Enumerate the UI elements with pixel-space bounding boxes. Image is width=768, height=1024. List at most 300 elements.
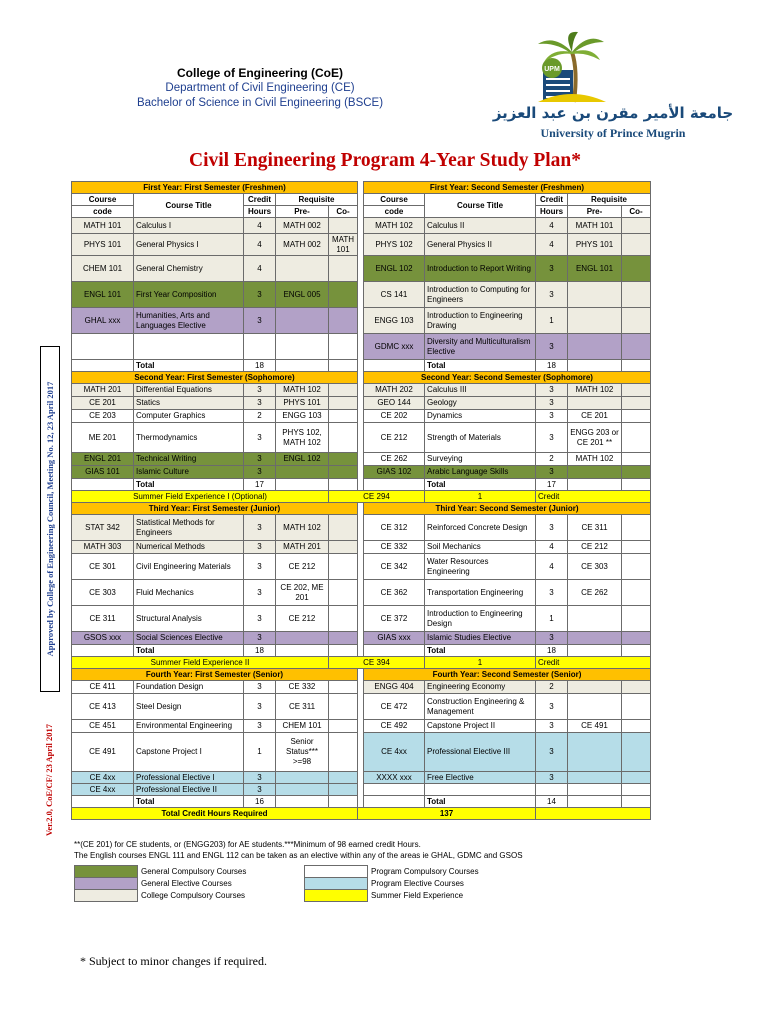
credit-hours: 16 — [244, 796, 276, 808]
course-row — [72, 397, 651, 410]
summer-code: CE 294 — [329, 491, 425, 503]
col-header-course: Course — [364, 194, 425, 206]
co-requisite — [622, 453, 651, 466]
color-legend — [74, 865, 535, 902]
co-requisite — [329, 694, 358, 720]
course-title: General Physics II — [425, 234, 536, 256]
course-code — [364, 479, 425, 491]
course-code: CE 212 — [364, 423, 425, 453]
credit-hours: 3 — [244, 541, 276, 554]
credit-hours: 3 — [536, 423, 568, 453]
summer-label: Summer Field Experience I (Optional) — [72, 491, 329, 503]
course-title: Islamic Studies Elective — [425, 632, 536, 645]
col-header-code: code — [364, 206, 425, 218]
credit-hours: 3 — [536, 256, 568, 282]
approval-box — [40, 346, 60, 692]
credit-hours: 3 — [244, 466, 276, 479]
semester-title: Second Year: First Semester (Sophomore) — [72, 372, 358, 384]
course-code: PHYS 102 — [364, 234, 425, 256]
course-row — [72, 606, 651, 632]
course-row — [72, 410, 651, 423]
logo-badge-text: UPM — [544, 66, 560, 73]
credit-hours: 3 — [536, 515, 568, 541]
course-code: CE 411 — [72, 681, 134, 694]
course-code: CE 201 — [72, 397, 134, 410]
footnote: * Subject to minor changes if required. — [80, 954, 267, 968]
credit-hours: 3 — [244, 694, 276, 720]
col-header-code: code — [72, 206, 134, 218]
summer-label: Summer Field Experience II — [72, 657, 329, 669]
pre-requisite: PHYS 102, MATH 102 — [276, 423, 329, 453]
credit-hours: 3 — [536, 772, 568, 784]
course-title: Environmental Engineering — [134, 720, 244, 733]
pre-requisite — [568, 606, 622, 632]
credit-hours: 2 — [536, 681, 568, 694]
course-row — [72, 772, 651, 784]
pre-requisite: ENGL 102 — [276, 453, 329, 466]
col-header-pre: Pre- — [568, 206, 622, 218]
pre-requisite — [568, 334, 622, 360]
course-code: GIAS 101 — [72, 466, 134, 479]
col-header-hours: Hours — [536, 206, 568, 218]
course-row — [72, 796, 651, 808]
course-row — [72, 423, 651, 453]
co-requisite — [329, 308, 358, 334]
pre-requisite — [276, 784, 329, 796]
co-requisite — [622, 410, 651, 423]
co-requisite — [329, 796, 358, 808]
co-requisite — [329, 218, 358, 234]
credit-hours — [244, 334, 276, 360]
course-code: GIAS 102 — [364, 466, 425, 479]
course-title: Technical Writing — [134, 453, 244, 466]
credit-hours: 3 — [536, 282, 568, 308]
co-requisite — [329, 384, 358, 397]
course-title: Engineering Economy — [425, 681, 536, 694]
page-title: Civil Engineering Program 4-Year Study Plan* — [189, 150, 581, 171]
credit-hours: 3 — [536, 384, 568, 397]
course-code: GSOS xxx — [72, 632, 134, 645]
course-code: ME 201 — [72, 423, 134, 453]
course-code — [364, 784, 425, 796]
credit-hours: 3 — [536, 720, 568, 733]
course-code: GIAS xxx — [364, 632, 425, 645]
pre-requisite: CE 212 — [276, 606, 329, 632]
co-requisite — [622, 218, 651, 234]
legend-row — [75, 878, 535, 890]
course-title: Social Sciences Elective — [134, 632, 244, 645]
pre-requisite — [568, 796, 622, 808]
co-requisite — [329, 334, 358, 360]
pre-requisite: CE 303 — [568, 554, 622, 580]
pre-requisite: MATH 101 — [568, 218, 622, 234]
course-title: Total — [134, 479, 244, 491]
course-title: Surveying — [425, 453, 536, 466]
summer-unit: Credit — [536, 491, 651, 503]
summer-code: CE 394 — [329, 657, 425, 669]
co-requisite — [329, 720, 358, 733]
course-code: CE 372 — [364, 606, 425, 632]
course-title — [425, 784, 536, 796]
course-title: Calculus II — [425, 218, 536, 234]
course-code: MATH 102 — [364, 218, 425, 234]
course-title: Construction Engineering & Management — [425, 694, 536, 720]
credit-hours: 3 — [244, 632, 276, 645]
pre-requisite — [276, 479, 329, 491]
course-row — [72, 218, 651, 234]
department-name: Department of Civil Engineering (CE) — [165, 82, 355, 94]
course-title: Calculus I — [134, 218, 244, 234]
course-code: CE 4xx — [72, 784, 134, 796]
course-title: Free Elective — [425, 772, 536, 784]
course-row — [72, 554, 651, 580]
summer-field-row — [72, 491, 651, 503]
co-requisite — [622, 694, 651, 720]
course-code: CE 312 — [364, 515, 425, 541]
course-code — [72, 479, 134, 491]
course-title: Dynamics — [425, 410, 536, 423]
course-title: General Chemistry — [134, 256, 244, 282]
pre-requisite — [276, 645, 329, 657]
university-arabic-name: جامعة الأمير مقرن بن عبد العزيز — [492, 104, 734, 122]
pre-requisite: Senior Status*** >=98 — [276, 733, 329, 772]
course-code: PHYS 101 — [72, 234, 134, 256]
credit-hours: 1 — [536, 308, 568, 334]
co-requisite — [329, 515, 358, 541]
summer-credit: 1 — [425, 657, 536, 669]
pre-requisite — [276, 772, 329, 784]
co-requisite — [329, 733, 358, 772]
co-requisite — [622, 384, 651, 397]
course-title — [134, 334, 244, 360]
course-title: Introduction to Engineering Design — [425, 606, 536, 632]
credit-hours: 4 — [244, 256, 276, 282]
course-title: Total — [134, 796, 244, 808]
course-code — [364, 645, 425, 657]
pre-requisite — [568, 308, 622, 334]
credit-hours: 18 — [536, 645, 568, 657]
pre-requisite — [568, 360, 622, 372]
co-requisite — [622, 515, 651, 541]
course-title: Total — [134, 360, 244, 372]
course-code: MATH 303 — [72, 541, 134, 554]
course-title: Capstone Project II — [425, 720, 536, 733]
course-code: CE 492 — [364, 720, 425, 733]
course-title: Foundation Design — [134, 681, 244, 694]
course-title: Diversity and Multiculturalism Elective — [425, 334, 536, 360]
co-requisite — [329, 632, 358, 645]
pre-requisite — [276, 466, 329, 479]
notes — [74, 839, 523, 861]
co-requisite — [329, 580, 358, 606]
credit-hours: 2 — [244, 410, 276, 423]
pre-requisite: MATH 102 — [276, 384, 329, 397]
course-code: CE 491 — [72, 733, 134, 772]
pre-requisite: MATH 201 — [276, 541, 329, 554]
course-title: Introduction to Report Writing — [425, 256, 536, 282]
co-requisite — [622, 645, 651, 657]
credit-hours: 3 — [244, 580, 276, 606]
credit-hours: 4 — [536, 554, 568, 580]
col-header-course: Course — [72, 194, 134, 206]
course-code: CE 332 — [364, 541, 425, 554]
semester-header-row — [72, 503, 651, 515]
course-title: Fluid Mechanics — [134, 580, 244, 606]
grand-total-value: 137 — [358, 808, 536, 820]
college-name: College of Engineering (CoE) — [176, 66, 343, 80]
co-requisite: MATH 101 — [329, 234, 358, 256]
pre-requisite: CE 311 — [276, 694, 329, 720]
co-requisite — [622, 256, 651, 282]
co-requisite — [622, 784, 651, 796]
course-code: GHAL xxx — [72, 308, 134, 334]
credit-hours: 18 — [244, 645, 276, 657]
grand-total-label: Total Credit Hours Required — [72, 808, 358, 820]
semester-title: Third Year: First Semester (Junior) — [72, 503, 358, 515]
co-requisite — [622, 720, 651, 733]
course-code: MATH 202 — [364, 384, 425, 397]
co-requisite — [329, 256, 358, 282]
credit-hours: 3 — [244, 384, 276, 397]
credit-hours: 3 — [536, 410, 568, 423]
pre-requisite: MATH 002 — [276, 234, 329, 256]
pre-requisite — [568, 733, 622, 772]
summer-credit: 1 — [425, 491, 536, 503]
pre-requisite — [276, 632, 329, 645]
course-code: ENGG 404 — [364, 681, 425, 694]
co-requisite — [622, 334, 651, 360]
credit-hours: 3 — [244, 606, 276, 632]
legend-row — [75, 866, 535, 878]
pre-requisite — [276, 256, 329, 282]
pre-requisite: CE 311 — [568, 515, 622, 541]
col-header-pre: Pre- — [276, 206, 329, 218]
semester-title: Second Year: Second Semester (Sophomore) — [364, 372, 651, 384]
course-code: CE 472 — [364, 694, 425, 720]
credit-hours: 3 — [244, 681, 276, 694]
course-code: CS 141 — [364, 282, 425, 308]
course-row — [72, 334, 651, 360]
course-code: CE 451 — [72, 720, 134, 733]
course-code — [72, 360, 134, 372]
credit-hours: 3 — [244, 423, 276, 453]
pre-requisite: ENGL 101 — [568, 256, 622, 282]
version-box — [40, 700, 58, 860]
credit-hours: 14 — [536, 796, 568, 808]
co-requisite — [622, 681, 651, 694]
co-requisite — [329, 645, 358, 657]
pre-requisite — [568, 694, 622, 720]
course-row — [72, 541, 651, 554]
credit-hours: 4 — [536, 218, 568, 234]
pre-requisite: CE 201 — [568, 410, 622, 423]
credit-hours: 1 — [244, 733, 276, 772]
pre-requisite — [568, 282, 622, 308]
course-code: CE 342 — [364, 554, 425, 580]
pre-requisite: ENGG 203 or CE 201 ** — [568, 423, 622, 453]
credit-hours: 3 — [536, 733, 568, 772]
pre-requisite: PHYS 101 — [276, 397, 329, 410]
course-title: Professional Elective I — [134, 772, 244, 784]
course-row — [72, 515, 651, 541]
version-note: Ver.2.0, CoE/CF/ 23 April 2017 — [44, 723, 54, 837]
credit-hours: 3 — [244, 282, 276, 308]
credit-hours: 3 — [244, 397, 276, 410]
co-requisite — [622, 606, 651, 632]
course-title: Humanities, Arts and Languages Elective — [134, 308, 244, 334]
pre-requisite — [568, 772, 622, 784]
co-requisite — [622, 541, 651, 554]
co-requisite — [622, 466, 651, 479]
co-requisite — [622, 733, 651, 772]
co-requisite — [622, 282, 651, 308]
credit-hours — [536, 784, 568, 796]
legend-label: General Compulsory Courses — [141, 867, 247, 876]
legend-label: General Elective Courses — [141, 879, 232, 888]
credit-hours: 3 — [244, 772, 276, 784]
co-requisite — [622, 580, 651, 606]
column-header-row — [72, 194, 651, 206]
approval-note: Approved by College of Engineering Council, Meeting No. 12, 23 April 2017 — [45, 381, 55, 657]
course-title: Total — [134, 645, 244, 657]
credit-hours: 17 — [536, 479, 568, 491]
course-title: Structural Analysis — [134, 606, 244, 632]
pre-requisite: ENGG 103 — [276, 410, 329, 423]
course-code: CE 362 — [364, 580, 425, 606]
course-title: Water Resources Engineering — [425, 554, 536, 580]
co-requisite — [329, 466, 358, 479]
course-row — [72, 645, 651, 657]
course-code — [72, 645, 134, 657]
course-code: GEO 144 — [364, 397, 425, 410]
semester-header-row — [72, 669, 651, 681]
credit-hours: 3 — [244, 720, 276, 733]
course-code: CE 203 — [72, 410, 134, 423]
pre-requisite: CE 212 — [568, 541, 622, 554]
pre-requisite: CE 202, ME 201 — [276, 580, 329, 606]
pre-requisite: CE 332 — [276, 681, 329, 694]
pre-requisite — [568, 466, 622, 479]
course-code: MATH 201 — [72, 384, 134, 397]
credit-hours: 3 — [244, 515, 276, 541]
co-requisite — [329, 397, 358, 410]
course-code: CE 4xx — [72, 772, 134, 784]
col-header-co: Co- — [622, 206, 651, 218]
course-title: Total — [425, 796, 536, 808]
legend-swatch — [75, 890, 138, 902]
course-row — [72, 580, 651, 606]
course-code: CE 4xx — [364, 733, 425, 772]
co-requisite — [329, 541, 358, 554]
pre-requisite: PHYS 101 — [568, 234, 622, 256]
legend-swatch — [75, 878, 138, 890]
col-header-title: Course Title — [134, 194, 244, 218]
credit-hours: 2 — [536, 453, 568, 466]
course-row — [72, 384, 651, 397]
course-code: STAT 342 — [72, 515, 134, 541]
credit-hours: 3 — [536, 580, 568, 606]
pre-requisite — [568, 397, 622, 410]
course-row — [72, 282, 651, 308]
course-title: Computer Graphics — [134, 410, 244, 423]
university-english-name: University of Prince Mugrin — [540, 126, 686, 140]
study-plan-table — [71, 181, 651, 820]
co-requisite — [622, 479, 651, 491]
course-title: Calculus III — [425, 384, 536, 397]
course-row — [72, 308, 651, 334]
pre-requisite — [568, 784, 622, 796]
semester-title: Fourth Year: Second Semester (Senior) — [364, 669, 651, 681]
col-header-requisite: Requisite — [276, 194, 358, 206]
course-title: General Physics I — [134, 234, 244, 256]
grand-total-filler — [536, 808, 651, 820]
legend-label: Program Compulsory Courses — [371, 867, 479, 876]
co-requisite — [622, 423, 651, 453]
credit-hours: 4 — [536, 234, 568, 256]
course-title: Total — [425, 360, 536, 372]
course-row — [72, 681, 651, 694]
degree-name: Bachelor of Science in Civil Engineering (BSCE) — [136, 97, 384, 109]
course-title: Total — [425, 479, 536, 491]
course-code — [364, 360, 425, 372]
grand-total-row — [72, 808, 651, 820]
col-header-credit: Credit — [536, 194, 568, 206]
co-requisite — [622, 772, 651, 784]
course-code: CE 262 — [364, 453, 425, 466]
pre-requisite — [276, 796, 329, 808]
course-title: Total — [425, 645, 536, 657]
credit-hours: 3 — [536, 466, 568, 479]
pre-requisite: CHEM 101 — [276, 720, 329, 733]
course-title: Introduction to Computing for Engineers — [425, 282, 536, 308]
co-requisite — [622, 308, 651, 334]
course-title: Transportation Engineering — [425, 580, 536, 606]
co-requisite — [622, 234, 651, 256]
co-requisite — [622, 632, 651, 645]
course-title: Geology — [425, 397, 536, 410]
legend-label: Program Elective Courses — [371, 879, 464, 888]
course-row — [72, 453, 651, 466]
pre-requisite: MATH 102 — [276, 515, 329, 541]
pre-requisite: CE 491 — [568, 720, 622, 733]
course-title: Arabic Language Skills — [425, 466, 536, 479]
co-requisite — [622, 796, 651, 808]
course-code — [364, 796, 425, 808]
course-code: ENGL 201 — [72, 453, 134, 466]
course-row — [72, 784, 651, 796]
course-row — [72, 466, 651, 479]
course-row — [72, 234, 651, 256]
credit-hours: 3 — [244, 453, 276, 466]
legend-swatch — [305, 878, 368, 890]
course-title: Reinforced Concrete Design — [425, 515, 536, 541]
course-title: Soil Mechanics — [425, 541, 536, 554]
course-title: First Year Composition — [134, 282, 244, 308]
col-header-title: Course Title — [425, 194, 536, 218]
co-requisite — [622, 360, 651, 372]
credit-hours: 3 — [244, 784, 276, 796]
course-title: Islamic Culture — [134, 466, 244, 479]
summer-field-row — [72, 657, 651, 669]
course-title: Capstone Project I — [134, 733, 244, 772]
co-requisite — [329, 423, 358, 453]
pre-requisite: MATH 002 — [276, 218, 329, 234]
course-code: MATH 101 — [72, 218, 134, 234]
course-row — [72, 694, 651, 720]
course-row — [72, 479, 651, 491]
university-logo — [488, 30, 738, 140]
course-code — [72, 796, 134, 808]
